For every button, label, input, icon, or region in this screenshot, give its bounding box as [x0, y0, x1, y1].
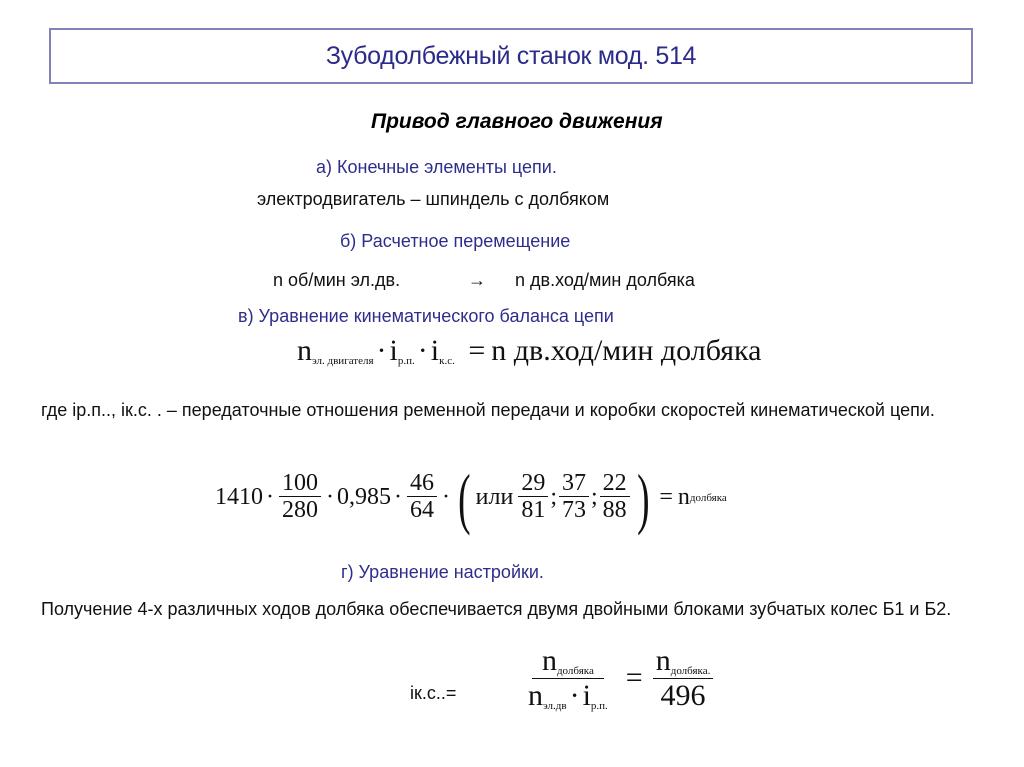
section-a-label: а) Конечные элементы цепи. [316, 157, 557, 177]
section-b-right: n дв.ход/мин долбяка [515, 270, 695, 290]
title-box [49, 28, 973, 84]
section-heading: Привод главного движения [371, 110, 663, 133]
section-g-label: г) Уравнение настройки. [341, 562, 544, 582]
section-v-label: в) Уравнение кинематического баланса цепи [238, 306, 614, 326]
explanation-text: где iр.п.., iк.с. . – передаточные отношения ременной передачи и коробки скоростей кинематической цепи. [41, 400, 935, 420]
section-b-label: б) Расчетное перемещение [340, 231, 571, 251]
page-title: Зубодолбежный станок мод. 514 [325, 41, 697, 70]
formula-lhs: iк.с..= [410, 683, 457, 703]
section-a-text: электродвигатель – шпиндель с долбяком [257, 189, 610, 209]
section-g-text: Получение 4-х различных ходов долбяка обеспечивается двумя двойными блоками зубчатых колес Б1 и Б2. [41, 599, 952, 619]
balance-equation: $n_{эл. двигателя} \cdot i_{р.п.} \cdot i_{к.с.} = n$ дв.ход/мин долбяка [297, 334, 762, 367]
setup-formula: $\frac{n_{долбяка}}{n_{эл.дв} \cdot i_{р.п.}}$ = $\frac{n_{долбяка.}}{496}$ [518, 645, 715, 712]
arrow-icon: → [468, 270, 486, 290]
numeric-equation: 1410 · $\frac{100}{280}$ · 0,985 · $\frac{46}{64}$ · ( или $\frac{29}{81}$ ; $\frac{37}{73}$ ; $\frac{22}{88}$ ) = n долбяка [215, 459, 727, 536]
section-b-left: n об/мин эл.дв. [273, 270, 401, 290]
